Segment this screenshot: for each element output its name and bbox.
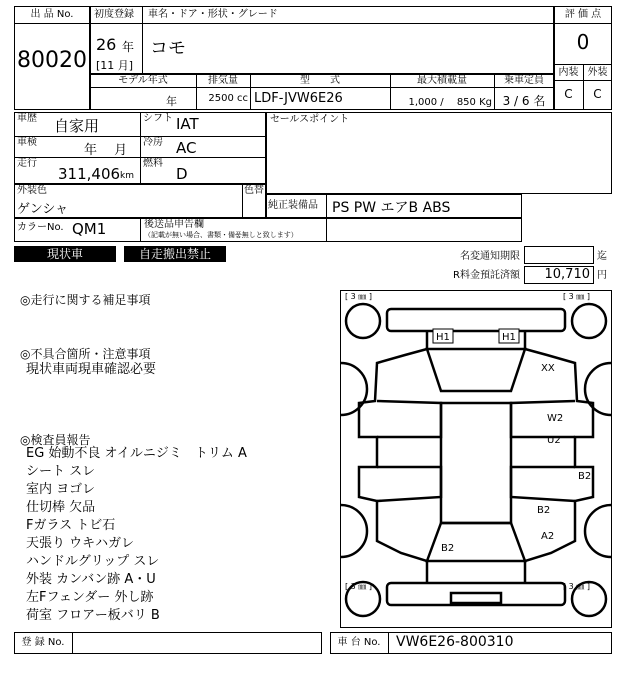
recycle-label: R料金預託済額	[453, 270, 520, 281]
rating-label: 評 価 点	[564, 9, 602, 20]
equipment-value: PS PW エアB ABS	[332, 200, 451, 216]
car-diagram	[341, 291, 611, 627]
registration-label: 登 録 No.	[21, 637, 65, 648]
inspector-line: 室内 ヨゴレ	[26, 482, 96, 497]
load-label: 最大積載量	[417, 75, 467, 86]
rating-value: 0	[576, 30, 590, 54]
color-no-value: QM1	[72, 220, 107, 238]
capacity-label: 乗車定員	[504, 75, 544, 86]
no-self-drive-badge: 自走搬出禁止	[124, 246, 226, 262]
year-unit: 年	[122, 40, 135, 54]
mark-xx: XX	[541, 363, 555, 374]
aircon-value: AC	[176, 139, 197, 157]
supplement-title: ◎走行に関する補足事項	[20, 293, 151, 307]
mark-b2-front: B2	[441, 543, 455, 554]
defect-line: 現状車両現車確認必要	[26, 362, 157, 377]
mileage-value: 311,406	[58, 165, 121, 183]
tire-tag-rear-left: [ 3 ㎜ ]	[345, 582, 372, 591]
shift-value: IAT	[176, 115, 199, 133]
color-change-label: 色替	[244, 185, 264, 196]
lot-number: 80020	[17, 48, 87, 73]
inspection-label: 車検	[17, 137, 37, 148]
tire-tag-front-right: [ 3 ㎜ ]	[563, 292, 590, 301]
fuel-value: D	[176, 165, 188, 183]
chassis-label: 車 台 No.	[337, 637, 381, 648]
color-no-label: カラーNo.	[17, 222, 64, 233]
inspection-value: 年 月	[84, 143, 128, 158]
displacement-value: 2500 cc	[208, 93, 248, 104]
shift-label: シフト	[143, 113, 173, 124]
load-value: 1,000 / 850 Kg	[408, 97, 492, 108]
inspector-line: 左Fフェンダー 外し跡	[26, 590, 154, 605]
interior-grade: C	[564, 87, 573, 101]
fuel-label: 燃料	[143, 158, 163, 169]
inspector-title: ◎検査員報告	[20, 433, 91, 447]
current-status-badge: 現状車	[14, 246, 116, 262]
tire-front-left-icon	[346, 304, 380, 338]
windshield	[427, 349, 525, 391]
tire-tag-front-left: [ 3 ㎜ ]	[345, 292, 372, 301]
model-year-label: モデル年式	[118, 75, 168, 86]
chassis-number: VW6E26-800310	[396, 634, 514, 650]
damage-diagram-frame	[340, 290, 612, 628]
car-name-label: 車名・ドア・形状・グレード	[148, 9, 278, 20]
aftermarket-note: （記載が無い場合、書類・備품無しと致します）	[144, 231, 298, 239]
type-label: 型 式	[300, 75, 340, 86]
history-value: 自家用	[54, 117, 100, 135]
defects-title: ◎不具合箇所・注意事項	[20, 347, 151, 361]
body-left	[359, 331, 427, 583]
rear-glass	[427, 523, 525, 561]
inspector-line: 天張り ウキハガレ	[26, 536, 135, 551]
mark-w2: W2	[547, 413, 564, 424]
mileage-unit: km	[120, 171, 134, 181]
exterior-grade: C	[593, 87, 602, 101]
recycle-amount: 10,710	[544, 267, 590, 282]
aircon-label: 冷房	[143, 137, 163, 148]
displacement-label: 排気量	[208, 75, 238, 86]
body-right	[525, 331, 593, 583]
inspector-line: 外装 カンバン跡 A・U	[26, 572, 156, 587]
reg-month: [11 月]	[96, 59, 134, 72]
name-change-label: 名変通知期限	[460, 251, 520, 262]
inspector-line: 仕切棒 欠品	[26, 500, 96, 515]
tire-tag-rear-right: [ 3 ㎜ ]	[563, 582, 590, 591]
reg-year: 26	[96, 35, 117, 54]
inspector-line: 荷室 フロアー板バリ B	[26, 608, 160, 623]
roof	[441, 403, 511, 523]
front-bumper	[387, 309, 565, 331]
equipment-label: 純正装備品	[268, 200, 318, 211]
mark-h1-right: H1	[502, 332, 516, 343]
history-label: 車歴	[17, 113, 37, 124]
tire-front-right-icon	[572, 304, 606, 338]
mark-h1-left: H1	[436, 332, 450, 343]
lot-label: 出 品 No.	[30, 9, 74, 20]
name-change-field	[524, 246, 594, 264]
inspector-line: シート スレ	[26, 464, 96, 479]
inspector-line: EG 始動不良 オイルニジミ トリム A	[26, 446, 247, 461]
inspector-line: Fガラス トビ石	[26, 518, 116, 533]
first-reg-label: 初度登録	[94, 9, 134, 20]
aftermarket-label: 後送品申告欄	[144, 219, 204, 230]
sales-points-label: セールスポイント	[270, 114, 350, 125]
exterior-label: 外装	[587, 67, 608, 78]
interior-label: 内装	[558, 67, 579, 78]
name-change-suffix: 迄	[597, 251, 607, 262]
car-name: コモ	[150, 38, 186, 59]
mileage-label: 走行	[17, 158, 37, 169]
type-value: LDF-JVW6E26	[254, 91, 343, 106]
mark-u2: U2	[547, 435, 561, 446]
recycle-unit: 円	[597, 270, 607, 281]
mark-b2-rear: B2	[537, 505, 551, 516]
capacity-value: 3 / 6 名	[502, 94, 546, 108]
color-label: 外装色	[17, 185, 47, 196]
mark-a2: A2	[541, 531, 555, 542]
mark-b2-side: B2	[578, 471, 592, 482]
color-value: ゲンシャ	[17, 202, 69, 217]
inspector-line: ハンドルグリップ スレ	[26, 554, 160, 569]
model-year-unit: 年	[166, 95, 177, 108]
